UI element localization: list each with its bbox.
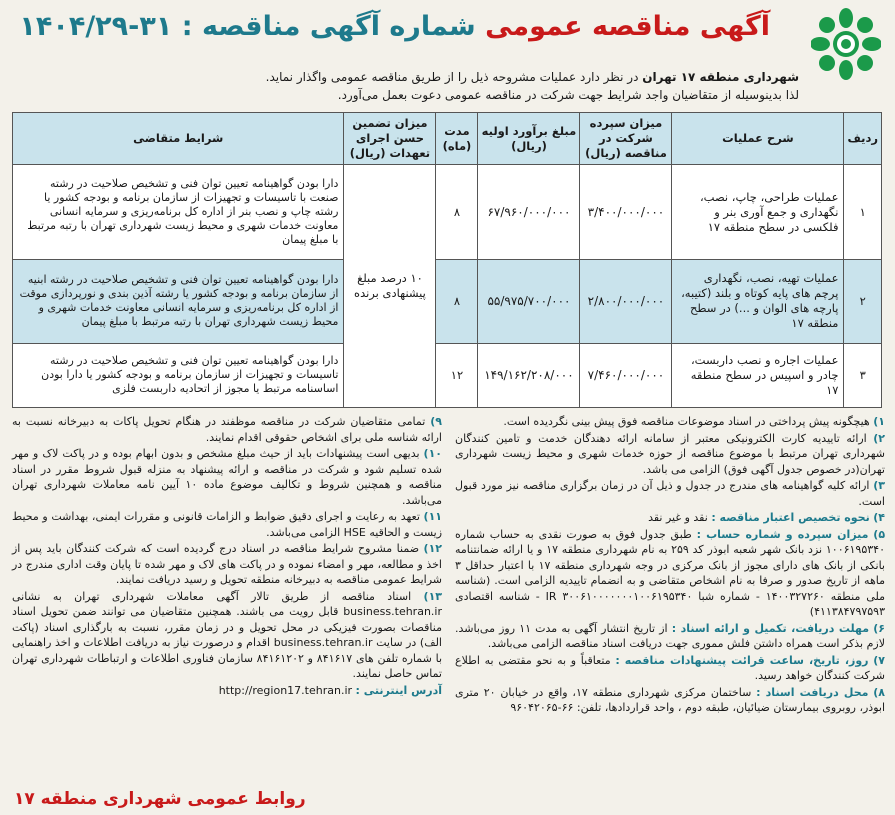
intro-line1: در نظر دارد عملیات مشروحه ذیل را از طریق مناقصه عمومی واگذار نماید. (265, 70, 639, 84)
row-conditions: دارا بودن گواهینامه تعیین توان فنی و تشخیص صلاحیت در رشته تاسیسات و تجهیزات از سازمان برنامه و بودجه کشور یا دارا بودن اساسنامه مرتبط یا مجوز از اتحادیه داربست فلزی (13, 343, 344, 407)
title-main: آگهی مناقصه عمومی (485, 11, 770, 42)
intro-text (99, 68, 799, 104)
note-item: ۱۰) بدیهی است پیشنهادات باید از حیث مبلغ مشخص و بدون ابهام بوده و در پاکت لاک و مهر شده تسلیم شود و شرکت در مناقصه و ارائه پیشنهاد به منزله قبول شروط مقرر در اسناد مناقصه و همچنین شروط و تکالیف موضوع ماده ۱۰ آیین نامه معاملات شهرداری تهران می‌باشد. (12, 447, 443, 507)
row-deposit: ۷/۴۶۰/۰۰۰/۰۰۰ (580, 343, 672, 407)
intro-org: شهرداری منطقه ۱۷ تهران (642, 70, 799, 84)
note-item: ۷) روز، تاریخ، ساعت قرائت پیشنهادات مناقصه : متعاقباً و به نحو مقتضی به اطلاع شرکت کنندگان خواهد رسید. (455, 653, 885, 682)
col-guarantee: میزان تضمین حسن اجرای تعهدات (ریال) (344, 113, 436, 165)
table-header-row (13, 113, 882, 165)
col-conditions: شرایط متقاضی (13, 113, 344, 165)
note-item: ۳) ارائه کلیه گواهینامه های مندرج در جدول و ذیل آن در زمان برگزاری مناقصه نیز مورد قبول است. (455, 479, 885, 508)
note-item: ۲) ارائه تاییدیه کارت الکترونیکی معتبر از سامانه ارائه دهندگان خدمت و تامین کنندگان شهرداری تهران مرتبط با موضوع مناقصه از حوزه خدمات شهری و محیط زیست شهرداری تهران(در خصوص جدول آگهی فوق) الزامی می باشد. (455, 431, 885, 476)
note-item: ۱۲) ضمنا مشروح شرایط مناقصه در اسناد درج گردیده است که شرکت کنندگان باید پس از اخذ و مطالعه، مهر و امضاء نموده و در پاکت های لاک و مهر شده تا پایان وقت اداری مندرج در شرایط عمومی مناقصه به دبیرخانه منطقه تحویل و رسید دریافت نمایند. (12, 542, 442, 586)
row-conditions: دارا بودن گواهینامه تعیین توان فنی و تشخیص صلاحیت در رشته ابنیه از سازمان برنامه و بودجه کشور یا رشته آذین بندی و نورپردازی موقت از اداره کل برنامه‌ریزی و سرمایه انسانی معاونت خدمات شهری و محیط زیست شهرداری تهران با رتبه مرتبط با مبلغ پیمان (13, 260, 344, 343)
notice-header (19, 6, 770, 64)
row-deposit: ۲/۸۰۰/۰۰۰/۰۰۰ (580, 260, 672, 343)
row-estimate: ۶۷/۹۶۰/۰۰۰/۰۰۰ (478, 165, 580, 260)
col-row: ردیف (844, 113, 882, 165)
col-deposit: میزان سپرده شرکت در مناقصه (ریال) (580, 113, 672, 165)
row-estimate: ۵۵/۹۷۵/۷۰۰/۰۰۰ (478, 260, 580, 343)
website-line[interactable]: آدرس اینترنتی : http://region17.tehran.ir (218, 683, 442, 697)
note-item: ۱۳) اسناد مناقصه از طریق تالار آگهی معاملات شهرداری تهران به نشانی business.tehran.ir قابل رویت می باشند. همچنین متقاضیان می توانند ضمن تحویل اسناد مناقصات بصورت فیزیکی در محل تحویل و در زمان مقرر، نسبت به بارگذاری اسناد (پاکت الف) در سایت business.tehran.ir اقدام و درصورت نیاز به دریافت اطلاعات و اخذ راهنمایی با شماره تلفن های ۸۴۱۶۱۷ و ۸۴۱۶۱۲۰۲ سازمان فناوری اطلاعات و ارتباطات شهرداری تهران تماس حاصل نمایند. (12, 589, 442, 680)
row-conditions: دارا بودن گواهینامه تعیین توان فنی و تشخیص صلاحیت در رشته صنعت با تاسیسات و تجهیزات از سازمان برنامه و بودجه کشور یا رشته چاپ و نصب بنر از اداره کل برنامه‌ریزی و سرمایه انسانی معاونت خدمات شهری و محیط زیست شهرداری تهران با رتبه مرتبط با مبلغ پیمان (13, 165, 344, 260)
table-row (13, 165, 882, 260)
intro-line2: لذا بدینوسیله از متقاضیان واجد شرایط جهت شرکت در مناقصه عمومی دعوت بعمل می‌آورد. (337, 88, 799, 102)
row-duration: ۸ (436, 260, 478, 343)
note-item: ۸) محل دریافت اسناد : ساختمان مرکزی شهرداری منطقه ۱۷، واقع در خیابان ۲۰ متری ابوذر، روبروی بیمارستان ضیائیان، طبقه دوم ، واحد قراردادها، تلفن: ۶۶-۹۶۰۴۲۰۶۵ (455, 685, 885, 714)
notes-left-column (12, 414, 442, 699)
notes-right-column (455, 414, 885, 717)
footer-signature: روابط عمومی شهرداری منطقه ۱۷ (14, 789, 306, 809)
tehran-logo-icon (811, 8, 881, 84)
note-item: ۶) مهلت دریافت، تکمیل و ارائه اسناد : از تاریخ انتشار آگهی به مدت ۱۱ روز می‌باشد. لازم بذکر است همراه داشتن فلش مموری جهت دریافت اسناد مناقصه الزامی می‌باشد. (455, 621, 886, 650)
table-row (13, 260, 882, 343)
row-desc: عملیات طراحی، چاپ، نصب، نگهداری و جمع آوری بنر و فلکسی در سطح منطقه ۱۷ (672, 165, 844, 260)
municipality-logo (811, 8, 881, 84)
note-item: ۹) تمامی متقاضیان شرکت در مناقصه موظفند در هنگام تحویل پاکات به دبیرخانه نسبت به ارائه شناسه ملی برای اشخاص حقوقی اقدام نمایند. (12, 415, 442, 444)
notice-title (19, 6, 770, 48)
row-desc: عملیات تهیه، نصب، نگهداری پرچم های پایه کوتاه و بلند (کتیبه، پارچه های الوان و ...) در سطح منطقه ۱۷ (672, 260, 844, 343)
col-estimate: مبلغ برآورد اولیه (ریال) (478, 113, 580, 165)
row-number: ۳ (844, 343, 882, 407)
row-number: ۲ (844, 260, 882, 343)
row-duration: ۸ (436, 165, 478, 260)
col-duration: مدت (ماه) (436, 113, 478, 165)
note-item: ۵) میزان سپرده و شماره حساب : طبق جدول فوق به صورت نقدی به حساب شماره ۱۰۰۶۱۹۵۳۴۰ نزد بانک شهر شعبه ابوذر کد ۲۵۹ به نام شهرداری منطقه ۱۷ و یا ارائه ضمانتنامه بانکی از بانک های دارای مجوز از بانک مرکزی در وجه شهرداری منطقه ۱۷ با اعتبار حداقل ۳ ماهه از تاریخ صدور و صرفا به نام اشخاص متقاضی و به انضمام تاییدیه الزامی است. (شناسه ملی منطقه ۱۴۰۰۳۲۷۲۶۰ - شماره شبا IR ۳۰۰۶۱۰۰۰۰۰۰۰۱۰۰۶۱۹۵۳۴۰ - شناسه اقتصادی ۴۱۱۳۸۴۷۹۷۵۹۳) (455, 527, 886, 618)
title-number: شماره آگهی مناقصه : ۳۱-۱۴۰۴/۲۹ (19, 11, 476, 42)
row-deposit: ۳/۴۰۰/۰۰۰/۰۰۰ (580, 165, 672, 260)
note-item: ۱) هیچگونه پیش پرداختی در اسناد موضوعات مناقصه فوق پیش بینی نگردیده است. (503, 415, 885, 428)
guarantee-cell: ۱۰ درصد مبلغ پیشنهادی برنده (344, 165, 436, 408)
row-number: ۱ (844, 165, 882, 260)
row-duration: ۱۲ (436, 343, 478, 407)
note-item: ۱۱) تعهد به رعایت و اجرای دقیق ضوابط و الزامات قانونی و مقررات ایمنی، بهداشت و محیط زیست و الحاقیه HSE الزامی می‌باشد. (12, 510, 442, 539)
note-item: ۴) نحوه تخصیص اعتبار مناقصه : نقد و غیر نقد (648, 511, 885, 524)
row-desc: عملیات اجاره و نصب داربست، چادر و اسپیس در سطح منطقه ۱۷ (672, 343, 844, 407)
col-desc: شرح عملیات (672, 113, 844, 165)
tender-table (12, 112, 882, 408)
row-estimate: ۱۴۹/۱۶۲/۲۰۸/۰۰۰ (478, 343, 580, 407)
website-link[interactable]: http://region17.tehran.ir (218, 683, 353, 697)
table-row (13, 343, 882, 407)
